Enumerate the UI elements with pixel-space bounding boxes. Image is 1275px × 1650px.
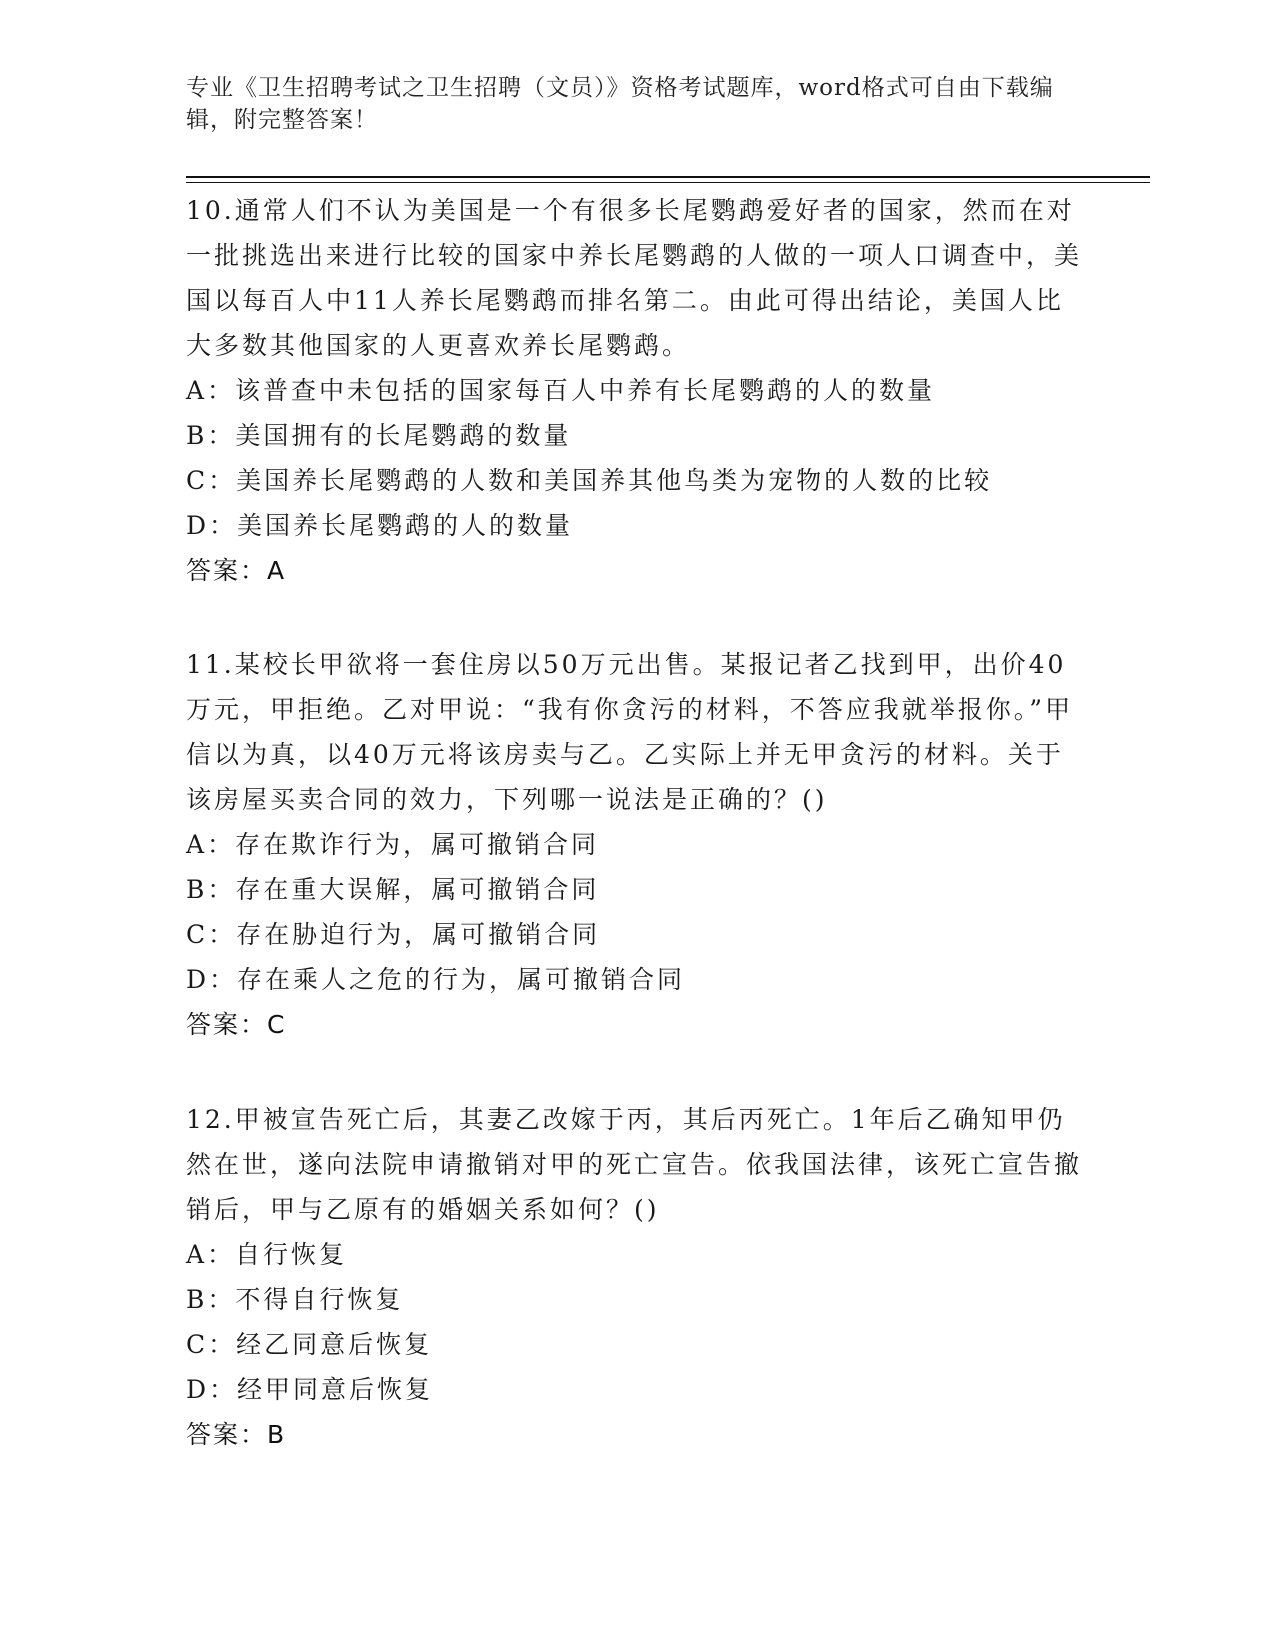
- header-divider-thin: [186, 182, 1150, 183]
- question-11: [186, 642, 1086, 1047]
- question-stem: 11.某校长甲欲将一套住房以50万元出售。某报记者乙找到甲，出价40万元，甲拒绝。乙对甲说：“我有你贪污的材料，不答应我就举报你。”甲信以为真，以40万元将该房卖与乙。乙实际上并无甲贪污的材料。关于该房屋买卖合同的效力，下列哪一说法是正确的？(): [186, 650, 1074, 814]
- answer: 答案：A: [186, 556, 287, 585]
- option-a: A：该普查中未包括的国家每百人中养有长尾鹦鹉的人的数量: [186, 376, 936, 405]
- option-c: C：美国养长尾鹦鹉的人数和美国养其他鸟类为宠物的人数的比较: [186, 466, 993, 495]
- option-c: C：存在胁迫行为，属可撤销合同: [186, 920, 601, 949]
- answer: 答案：B: [186, 1420, 287, 1449]
- header-divider-thick: [186, 176, 1150, 178]
- page-header: 专业《卫生招聘考试之卫生招聘（文员）》资格考试题库，word格式可自由下载编辑，附完整答案！: [186, 75, 1054, 133]
- question-stem: 12.甲被宣告死亡后，其妻乙改嫁于丙，其后丙死亡。1年后乙确知甲仍然在世，遂向法院申请撤销对甲的死亡宣告。依我国法律，该死亡宣告撤销后，甲与乙原有的婚姻关系如何？(): [186, 1105, 1083, 1224]
- option-d: D：美国养长尾鹦鹉的人的数量: [186, 511, 574, 540]
- option-c: C：经乙同意后恢复: [186, 1330, 433, 1359]
- option-d: D：经甲同意后恢复: [186, 1375, 434, 1404]
- option-b: B：不得自行恢复: [186, 1285, 404, 1314]
- option-a: A：自行恢复: [186, 1240, 348, 1269]
- option-b: B：美国拥有的长尾鹦鹉的数量: [186, 421, 572, 450]
- question-12: [186, 1097, 1086, 1457]
- option-a: A：存在欺诈行为，属可撤销合同: [186, 830, 600, 859]
- question-10: [186, 188, 1086, 593]
- question-stem: 10.通常人们不认为美国是一个有很多长尾鹦鹉爱好者的国家，然而在对一批挑选出来进行比较的国家中养长尾鹦鹉的人做的一项人口调查中，美国以每百人中11人养长尾鹦鹉而排名第二。由此可得出结论，美国人比大多数其他国家的人更喜欢养长尾鹦鹉。: [186, 196, 1083, 360]
- option-b: B：存在重大误解，属可撤销合同: [186, 875, 600, 904]
- answer: 答案：C: [186, 1010, 287, 1039]
- option-d: D：存在乘人之危的行为，属可撤销合同: [186, 965, 686, 994]
